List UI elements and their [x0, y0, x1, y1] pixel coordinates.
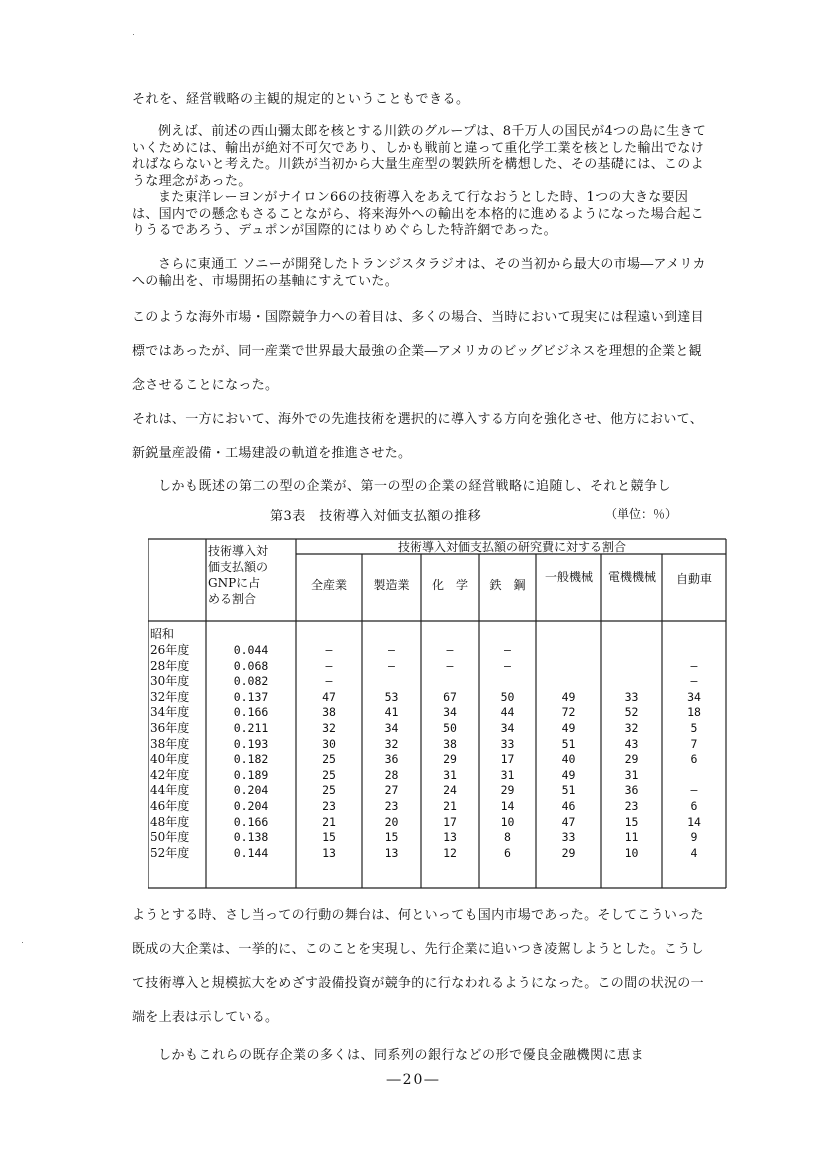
table-cell-gnp: 0.144: [233, 845, 269, 860]
header-gnp-ratio: [208, 543, 294, 607]
paragraph-kawatetsu: 例えば、前述の西山彌太郎を核とする川鉄のグループは、8千万人の国民が4つの島に生きていくためには、輸出が絶対不可欠であり、しかも戦前と違って重化学工業を核とした輸出でなければならないと考えた。川鉄が当初から大量生産型の製鉄所を構想した、その基礎には、このような理念があった。: [132, 124, 707, 189]
table-cell: 41: [384, 705, 399, 720]
table-cell: 10: [624, 845, 639, 860]
table-cell: 24: [443, 783, 457, 798]
table-cell: 34: [687, 689, 701, 704]
table-cell: 46: [561, 799, 576, 813]
table-cell: 47: [322, 689, 336, 704]
table-cell: 25: [322, 783, 336, 798]
table-cell-gnp: 0.204: [233, 799, 269, 813]
table-row-year: 30年度: [150, 674, 190, 689]
table-cell: 29: [500, 783, 515, 798]
table-row-year: 50年度: [150, 830, 190, 845]
technology-import-table: [148, 527, 728, 889]
table-cell: 29: [561, 845, 576, 860]
table-row-year: 34年度: [150, 705, 190, 720]
header-automobiles: 自動車: [675, 572, 712, 586]
table-row-year: 44年度: [150, 783, 190, 798]
table-cell: 33: [561, 830, 576, 845]
table-cell: 13: [443, 830, 457, 845]
table-row-year: 32年度: [150, 689, 190, 704]
header-chemicals: 化 学: [431, 578, 468, 592]
table-cell-gnp: 0.137: [233, 689, 269, 704]
table-cell-gnp: 0.166: [233, 814, 269, 829]
table-cell-gnp: 0.166: [233, 705, 269, 720]
header-steel: 鉄 鋼: [489, 578, 526, 592]
table-cell-gnp: 0.211: [233, 721, 269, 735]
table-unit: （単位：％）: [605, 507, 678, 521]
table-cell: ―: [325, 674, 333, 689]
table-cell: 33: [624, 689, 639, 704]
table-cell: ―: [690, 783, 698, 798]
table-cell-gnp: 0.082: [233, 674, 269, 689]
table-cell: 4: [690, 845, 698, 860]
header-gnp-line: める割合: [208, 592, 257, 606]
table-cell: 6: [504, 845, 511, 860]
table-cell: ―: [504, 658, 511, 673]
table-cell: 36: [384, 752, 399, 767]
table-cell: 51: [561, 783, 576, 798]
table-cell: 32: [384, 736, 399, 751]
table-cell: 9: [690, 830, 698, 845]
header-gnp-line: GNPに占: [208, 576, 261, 590]
table-row-year: 48年度: [150, 814, 190, 829]
table-cell: 25: [322, 752, 336, 767]
era-label: 昭和: [150, 627, 175, 641]
table-cell: ―: [504, 643, 511, 657]
table-cell: 31: [443, 767, 457, 782]
table-cell: 29: [443, 752, 457, 767]
table-cell: 6: [690, 799, 698, 813]
header-gnp-line: 技術導入対: [208, 544, 269, 558]
table-cell: 29: [624, 752, 639, 767]
table-title: 第3表 技術導入対価支払額の推移: [270, 509, 482, 524]
paragraph-domestic-market: ようとする時、さし当っての行動の舞台は、何といっても国内市場であった。そしてこういった既成の大企業は、一挙的に、このことを実現し、先行企業に追いつき凌駕しようとした。こうして技術導入と規模拡大をめざす設備投資が競争的に行なわれるようになった。この間の状況の一端を上表は示している。: [132, 908, 704, 1025]
table-cell: 27: [384, 783, 399, 798]
header-manufacturing: 製造業: [373, 578, 410, 592]
table-cell: 23: [624, 799, 639, 813]
table-cell: 49: [561, 689, 576, 704]
table-cell: 40: [561, 752, 576, 767]
paragraph-continuation: それを、経営戦略の主観的規定的ということもできる。: [132, 92, 470, 107]
table-cell: 23: [322, 799, 336, 813]
table-row-year: 40年度: [150, 752, 190, 767]
table-cell: 47: [561, 814, 576, 829]
table-cell: 50: [500, 689, 515, 704]
table-cell: ―: [388, 643, 395, 657]
table-cell-gnp: 0.189: [233, 767, 269, 782]
table-cell: 43: [624, 736, 639, 751]
header-general-machinery: 一般機械: [544, 570, 593, 584]
header-electrical-machinery: 電機機械: [608, 570, 657, 584]
table-cell: 72: [561, 705, 576, 720]
table-cell: 32: [624, 721, 639, 735]
table-cell: 38: [443, 736, 457, 751]
table-cell: 21: [443, 799, 457, 813]
table-cell: 15: [384, 830, 399, 845]
header-all-industries: 全産業: [310, 578, 347, 592]
table-cell: 5: [690, 721, 698, 735]
table-cell: ―: [446, 643, 454, 657]
paragraph-technology-policy: それは、一方において、海外での先進技術を選択的に導入する方向を強化させ、他方において、新鋭量産設備・工場建設の軌道を推進させた。: [132, 412, 703, 461]
paragraph-toray: また東洋レーヨンがナイロン66の技術導入をあえて行なおうとした時、1つの大きな要因は、国内での懸念もさることながら、将来海外への輸出を本格的に進めるようになった場合起こりうるであろう、デュポンが国際的にはりめぐらした特許網であった。: [132, 190, 704, 238]
table-cell: 8: [504, 830, 511, 845]
table-cell: 30: [322, 736, 336, 751]
header-rd-ratio-group: 技術導入対価支払額の研究費に対する割合: [397, 540, 626, 554]
table-cell: ―: [325, 643, 333, 657]
table-cell: 15: [624, 814, 639, 829]
table-cell: 31: [624, 767, 639, 782]
scan-speck: [133, 34, 134, 35]
table-cell: 50: [443, 721, 457, 735]
table-cell: 49: [561, 767, 576, 782]
table-row-year: 28年度: [150, 658, 190, 673]
table-cell: 31: [500, 767, 515, 782]
table-cell: 10: [500, 814, 515, 829]
scan-speck: [22, 942, 23, 943]
paragraph-overseas-market: このような海外市場・国際競争力への着目は、多くの場合、当時において現実には程遠い到達目標ではあったが、同一産業で世界最大最強の企業―アメリカのビッグビジネスを理想的企業と観念させることになった。: [132, 310, 704, 393]
paragraph-sony: さらに東通工 ソニーが開発したトランジスタラジオは、その当初から最大の市場―アメリカへの輸出を、市場開拓の基軸にすえていた。: [132, 257, 706, 289]
table-cell: 67: [443, 689, 457, 704]
table-cell: 53: [384, 689, 399, 704]
table-cell: ―: [446, 658, 454, 673]
table-cell: 49: [561, 721, 576, 735]
table-row-year: 36年度: [150, 721, 190, 735]
table-cell: 44: [500, 705, 515, 720]
table-cell: 14: [687, 814, 701, 829]
table-cell: 17: [500, 752, 515, 767]
table-cell: 34: [500, 721, 515, 735]
paragraph-second-type: しかも既述の第二の型の企業が、第一の型の企業の経営戦略に追随し、それと競争し: [158, 479, 672, 494]
table-cell: 7: [690, 736, 698, 751]
table-cell-gnp: 0.068: [233, 658, 269, 673]
table-cell: 36: [624, 783, 639, 798]
table-cell-gnp: 0.204: [233, 783, 269, 798]
paragraph-financial: しかもこれらの既存企業の多くは、同系列の銀行などの形で優良金融機関に恵ま: [158, 1048, 645, 1063]
table-cell: 20: [384, 814, 399, 829]
table-row-year: 42年度: [150, 767, 190, 782]
table-cell: ―: [325, 658, 333, 673]
table-cell: 33: [500, 736, 515, 751]
table-row-year: 52年度: [150, 845, 190, 860]
table-cell: 6: [690, 752, 698, 767]
table-cell: 34: [443, 705, 457, 720]
table-cell: 38: [322, 705, 336, 720]
table-cell: 23: [384, 799, 399, 813]
table-cell: 21: [322, 814, 336, 829]
table-cell-gnp: 0.138: [233, 830, 269, 845]
table-cell: 34: [384, 721, 399, 735]
table-cell: 12: [443, 845, 457, 860]
table-row-year: 38年度: [150, 736, 190, 751]
table-cell: ―: [388, 658, 395, 673]
table-cell-gnp: 0.182: [233, 752, 269, 767]
table-cell: 18: [687, 705, 701, 720]
table-cell-gnp: 0.193: [233, 736, 269, 751]
header-gnp-line: 価支払額の: [208, 560, 269, 574]
table-cell: ―: [690, 674, 698, 689]
table-cell: 14: [500, 799, 515, 813]
table-cell: 32: [322, 721, 336, 735]
table-cell: 28: [384, 767, 399, 782]
table-row-year: 46年度: [150, 799, 190, 813]
table-row-year: 26年度: [150, 643, 190, 657]
table-cell: 25: [322, 767, 336, 782]
table-cell: 11: [624, 830, 639, 845]
table-cell: 52: [624, 705, 639, 720]
table-cell-gnp: 0.044: [233, 643, 269, 657]
table-cell: ―: [690, 658, 698, 673]
table-cell: 51: [561, 736, 576, 751]
table-cell: 15: [322, 830, 336, 845]
table-cell: 13: [384, 845, 399, 860]
table-cell: 17: [443, 814, 457, 829]
page-number: ―20―: [386, 1072, 441, 1088]
table-cell: 13: [322, 845, 336, 860]
